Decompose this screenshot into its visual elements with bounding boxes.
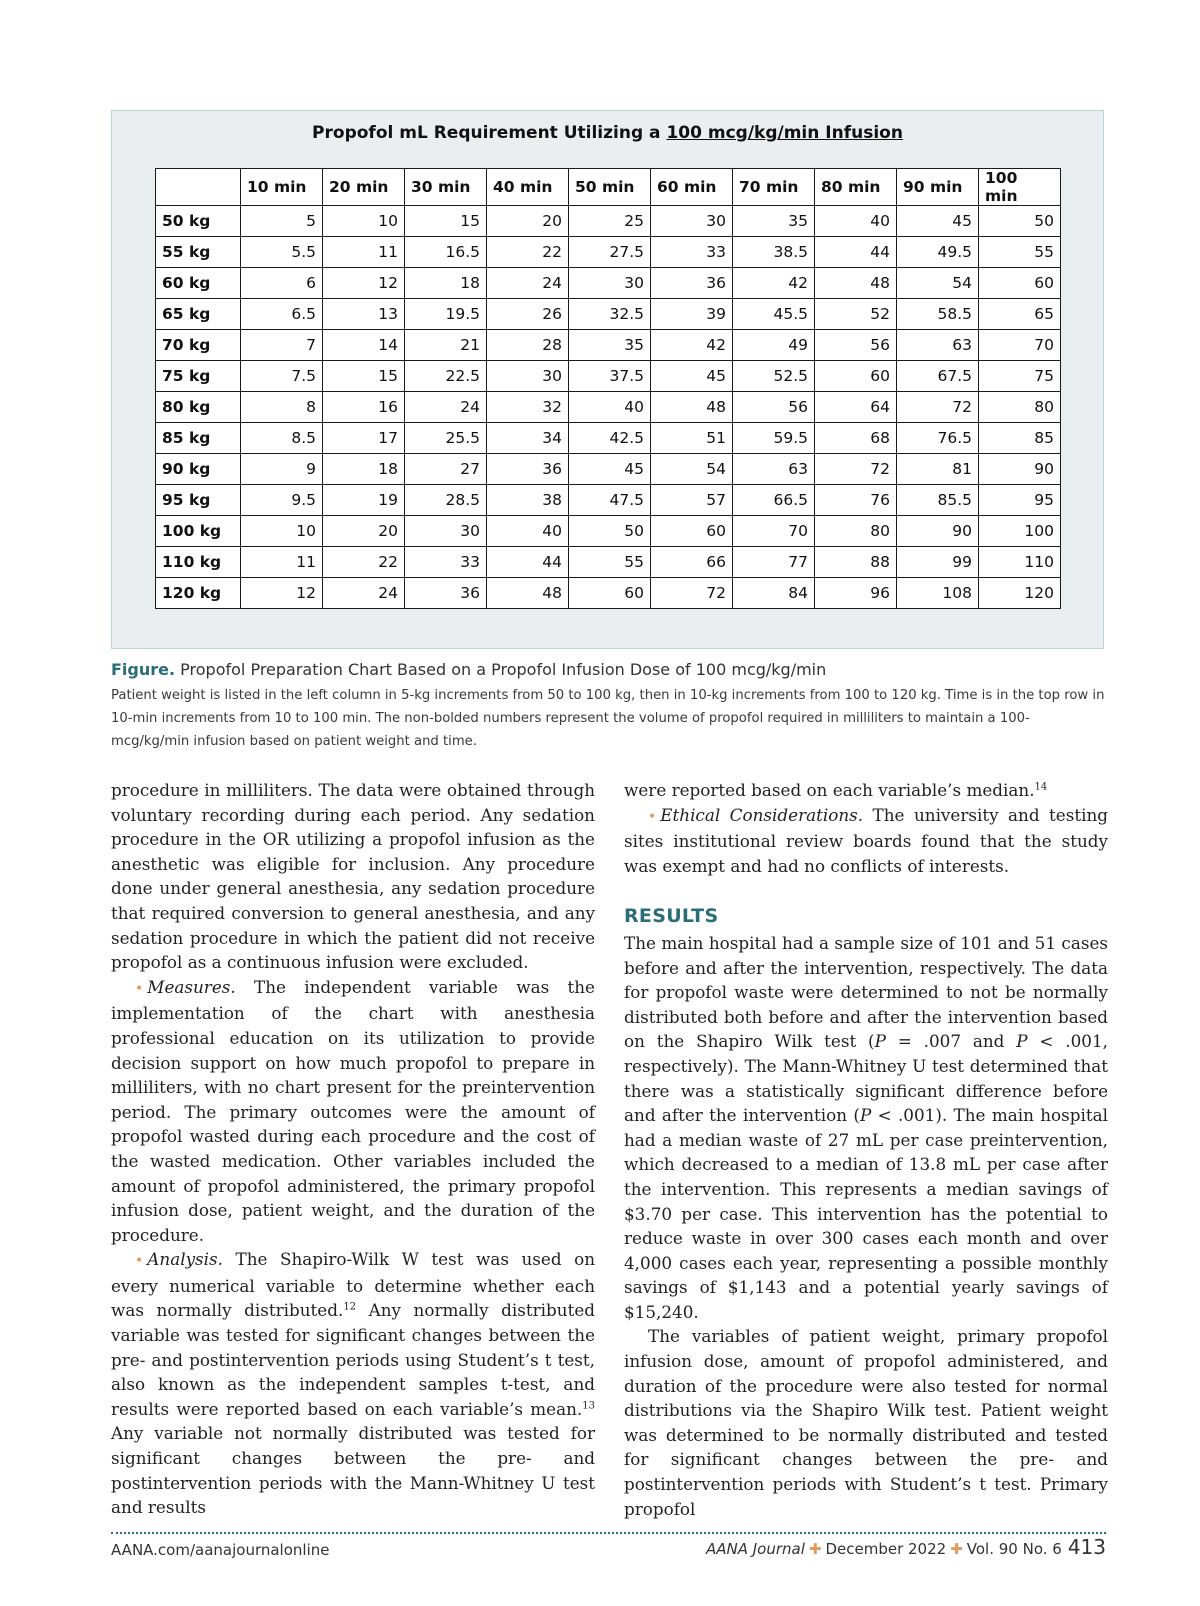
table-cell: 54 bbox=[897, 268, 979, 299]
table-cell: 30 bbox=[651, 206, 733, 237]
table-cell: 26 bbox=[487, 299, 569, 330]
analysis-text: Any normally distributed variable was tested for significant changes between the pre- and postintervention periods using Student’s t test, also known as the independent samples t-test, and results were reported based on each variable’s mean. bbox=[111, 1300, 595, 1419]
plus-icon: ✚ bbox=[950, 1540, 963, 1558]
p-value-symbol: P bbox=[859, 1105, 872, 1126]
table-cell: 8 bbox=[241, 392, 323, 423]
table-cell: 44 bbox=[487, 547, 569, 578]
table-cell: 27 bbox=[405, 454, 487, 485]
table-cell: 44 bbox=[815, 237, 897, 268]
table-cell: 65 bbox=[979, 299, 1061, 330]
caption-label: Figure. bbox=[111, 660, 176, 679]
table-cell: 40 bbox=[815, 206, 897, 237]
p-value-symbol: P bbox=[1016, 1031, 1028, 1052]
table-cell: 72 bbox=[651, 578, 733, 609]
table-cell: 54 bbox=[651, 454, 733, 485]
paragraph-measures bbox=[111, 975, 595, 1248]
table-cell: 39 bbox=[651, 299, 733, 330]
table-cell: 49.5 bbox=[897, 237, 979, 268]
results-text: < .001). The main hospital had a median waste of 27 mL per case preintervention, which decreased to a median of 13.8 mL per case after the intervention. This represents a median savings of $3.70 per case. This intervention has the potential to reduce waste in over 300 cases each month and over 4,000 cases each year, representing a possible monthly savings of $1,143 and a potential yearly savings of $15,240. bbox=[624, 1105, 1108, 1322]
table-header-row bbox=[156, 169, 1061, 206]
table-cell: 88 bbox=[815, 547, 897, 578]
table-cell: 50 bbox=[569, 516, 651, 547]
row-header-weight: 55 kg bbox=[156, 237, 241, 268]
table-cell: 60 bbox=[651, 516, 733, 547]
table-cell: 20 bbox=[323, 516, 405, 547]
caption-body: Patient weight is listed in the left column in 5-kg increments from 50 to 100 kg, then in 10-kg increments from 100 to 120 kg. Time is in the top row in 10-min increments from 10 to 100 min. The non-bolded numbers represent the volume of propofol required in milliliters to maintain a 100-mcg/kg/min infusion based on patient weight and time. bbox=[111, 688, 1105, 749]
table-cell: 55 bbox=[979, 237, 1061, 268]
results-text: The main hospital had a sample size of 101 and 51 cases before and after the intervention, respectively. The data for propofol waste were determined to not be normally distributed both before and after the intervention based on the Shapiro Wilk test ( bbox=[624, 932, 1108, 1052]
table-cell: 84 bbox=[733, 578, 815, 609]
table-cell: 25 bbox=[569, 206, 651, 237]
table-cell: 67.5 bbox=[897, 361, 979, 392]
results-text: = .007 and bbox=[885, 1031, 1017, 1052]
table-cell: 59.5 bbox=[733, 423, 815, 454]
table-cell: 22.5 bbox=[405, 361, 487, 392]
row-header-weight: 110 kg bbox=[156, 547, 241, 578]
right-text-column bbox=[624, 778, 1108, 1521]
results-heading: RESULTS bbox=[624, 905, 719, 928]
column-header: 50 min bbox=[569, 169, 651, 206]
table-cell: 50 bbox=[979, 206, 1061, 237]
table-cell: 76 bbox=[815, 485, 897, 516]
column-header: 20 min bbox=[323, 169, 405, 206]
table-cell: 35 bbox=[569, 330, 651, 361]
paragraph-procedure: procedure in milliliters. The data were obtained through voluntary recording during each period. Any sedation procedure in the OR utilizing a propofol infusion as the anesthetic was eligible for inclusion. Any procedure done under general anesthesia, any sedation procedure that required conversion to general anesthesia, and any sedation procedure in which the patient did not receive propofol as a continuous infusion were excluded. bbox=[111, 780, 595, 973]
table-cell: 24 bbox=[487, 268, 569, 299]
column-header: 10 min bbox=[241, 169, 323, 206]
table-row bbox=[156, 423, 1061, 454]
table-cell: 35 bbox=[733, 206, 815, 237]
table-cell: 36 bbox=[405, 578, 487, 609]
bullet-icon: • bbox=[135, 1253, 144, 1270]
table-cell: 45 bbox=[651, 361, 733, 392]
table-cell: 13 bbox=[323, 299, 405, 330]
table-row bbox=[156, 330, 1061, 361]
table-cell: 30 bbox=[487, 361, 569, 392]
figure-title-prefix: Propofol mL Requirement Utilizing a bbox=[312, 123, 667, 143]
bullet-icon: • bbox=[135, 980, 144, 997]
table-cell: 90 bbox=[979, 454, 1061, 485]
table-row bbox=[156, 547, 1061, 578]
table-cell: 28.5 bbox=[405, 485, 487, 516]
row-header-weight: 70 kg bbox=[156, 330, 241, 361]
footer-divider bbox=[111, 1532, 1106, 1534]
analysis-text: The Shapiro-Wilk W test was used on every numerical variable to determine whether each was normally distributed. bbox=[111, 1249, 595, 1321]
table-cell: 10 bbox=[323, 206, 405, 237]
column-header: 30 min bbox=[405, 169, 487, 206]
table-cell: 9.5 bbox=[241, 485, 323, 516]
analysis-text: Any variable not normally distributed was tested for significant changes between the pre- and postintervention periods with the Mann-Whitney U test and results bbox=[111, 1423, 595, 1518]
table-cell: 108 bbox=[897, 578, 979, 609]
paragraph-ethical bbox=[624, 803, 1108, 879]
table-row bbox=[156, 206, 1061, 237]
table-cell: 52.5 bbox=[733, 361, 815, 392]
table-cell: 64 bbox=[815, 392, 897, 423]
table-cell: 100 bbox=[979, 516, 1061, 547]
table-cell: 38.5 bbox=[733, 237, 815, 268]
table-cell: 19.5 bbox=[405, 299, 487, 330]
table-cell: 12 bbox=[241, 578, 323, 609]
table-cell: 95 bbox=[979, 485, 1061, 516]
table-cell: 16.5 bbox=[405, 237, 487, 268]
column-header: 70 min bbox=[733, 169, 815, 206]
table-cell: 70 bbox=[733, 516, 815, 547]
table-cell: 40 bbox=[487, 516, 569, 547]
row-header-weight: 85 kg bbox=[156, 423, 241, 454]
table-cell: 34 bbox=[487, 423, 569, 454]
measures-label: Measures. bbox=[147, 976, 236, 997]
column-header: 40 min bbox=[487, 169, 569, 206]
table-cell: 28 bbox=[487, 330, 569, 361]
table-cell: 42 bbox=[651, 330, 733, 361]
column-header: 60 min bbox=[651, 169, 733, 206]
table-cell: 80 bbox=[815, 516, 897, 547]
row-header-weight: 75 kg bbox=[156, 361, 241, 392]
table-row bbox=[156, 516, 1061, 547]
table-cell: 63 bbox=[897, 330, 979, 361]
table-cell: 15 bbox=[323, 361, 405, 392]
table-cell: 12 bbox=[323, 268, 405, 299]
table-cell: 60 bbox=[979, 268, 1061, 299]
measures-text: The independent variable was the implementation of the chart with anesthesia professional education on its utilization to provide decision support on how much propofol to prepare in milliliters, with no chart present for the preintervention period. The primary outcomes were the amount of propofol wasted during each procedure and the cost of the wasted medication. Other variables included the amount of propofol administered, the primary propofol infusion dose, patient weight, and the duration of the procedure. bbox=[111, 976, 595, 1245]
table-cell: 11 bbox=[241, 547, 323, 578]
table-cell: 10 bbox=[241, 516, 323, 547]
table-cell: 60 bbox=[569, 578, 651, 609]
ethical-label: Ethical Considerations. bbox=[660, 804, 864, 825]
table-cell: 36 bbox=[651, 268, 733, 299]
footer-volume: Vol. 90 No. 6 bbox=[966, 1540, 1062, 1558]
footer-journal: AANA Journal bbox=[705, 1540, 805, 1558]
table-cell: 72 bbox=[815, 454, 897, 485]
table-cell: 42.5 bbox=[569, 423, 651, 454]
table-cell: 45.5 bbox=[733, 299, 815, 330]
table-cell: 25.5 bbox=[405, 423, 487, 454]
figure-title bbox=[112, 123, 1103, 143]
median-text: were reported based on each variable’s median. bbox=[624, 780, 1035, 800]
table-cell: 63 bbox=[733, 454, 815, 485]
table-cell: 38 bbox=[487, 485, 569, 516]
table-row bbox=[156, 392, 1061, 423]
table-cell: 58.5 bbox=[897, 299, 979, 330]
table-cell: 76.5 bbox=[897, 423, 979, 454]
table-cell: 120 bbox=[979, 578, 1061, 609]
table-cell: 9 bbox=[241, 454, 323, 485]
table-cell: 36 bbox=[487, 454, 569, 485]
table-cell: 27.5 bbox=[569, 237, 651, 268]
figure-caption bbox=[111, 660, 1106, 753]
table-cell: 22 bbox=[487, 237, 569, 268]
paragraph-analysis bbox=[111, 1247, 595, 1520]
table-row bbox=[156, 361, 1061, 392]
table-cell: 52 bbox=[815, 299, 897, 330]
table-cell: 66.5 bbox=[733, 485, 815, 516]
table-corner-cell bbox=[156, 169, 241, 206]
footer-citation bbox=[706, 1535, 1106, 1559]
table-cell: 19 bbox=[323, 485, 405, 516]
table-cell: 81 bbox=[897, 454, 979, 485]
bullet-icon: • bbox=[648, 808, 657, 825]
caption-title: Propofol Preparation Chart Based on a Propofol Infusion Dose of 100 mcg/kg/min bbox=[180, 660, 827, 679]
analysis-label: Analysis. bbox=[147, 1249, 223, 1270]
table-cell: 80 bbox=[979, 392, 1061, 423]
row-header-weight: 90 kg bbox=[156, 454, 241, 485]
row-header-weight: 65 kg bbox=[156, 299, 241, 330]
table-cell: 60 bbox=[815, 361, 897, 392]
table-cell: 6.5 bbox=[241, 299, 323, 330]
table-cell: 37.5 bbox=[569, 361, 651, 392]
table-cell: 70 bbox=[979, 330, 1061, 361]
table-cell: 30 bbox=[569, 268, 651, 299]
paragraph-results-1 bbox=[624, 931, 1108, 1325]
table-cell: 45 bbox=[897, 206, 979, 237]
table-cell: 49 bbox=[733, 330, 815, 361]
figure-title-underlined: 100 mcg/kg/min Infusion bbox=[666, 123, 903, 143]
table-cell: 48 bbox=[815, 268, 897, 299]
table-cell: 17 bbox=[323, 423, 405, 454]
column-header: 90 min bbox=[897, 169, 979, 206]
table-cell: 16 bbox=[323, 392, 405, 423]
table-cell: 85.5 bbox=[897, 485, 979, 516]
footer-url: AANA.com/aanajournalonline bbox=[111, 1541, 330, 1559]
table-row bbox=[156, 578, 1061, 609]
table-cell: 7 bbox=[241, 330, 323, 361]
table-cell: 48 bbox=[487, 578, 569, 609]
table-cell: 11 bbox=[323, 237, 405, 268]
table-cell: 21 bbox=[405, 330, 487, 361]
reference-13: 13 bbox=[582, 1400, 595, 1412]
table-cell: 20 bbox=[487, 206, 569, 237]
table-cell: 22 bbox=[323, 547, 405, 578]
row-header-weight: 95 kg bbox=[156, 485, 241, 516]
table-row bbox=[156, 299, 1061, 330]
column-header: 80 min bbox=[815, 169, 897, 206]
table-cell: 77 bbox=[733, 547, 815, 578]
row-header-weight: 100 kg bbox=[156, 516, 241, 547]
table-cell: 5.5 bbox=[241, 237, 323, 268]
table-cell: 30 bbox=[405, 516, 487, 547]
table-cell: 68 bbox=[815, 423, 897, 454]
table-cell: 85 bbox=[979, 423, 1061, 454]
table-cell: 47.5 bbox=[569, 485, 651, 516]
ethical-text: The university and testing sites institutional review boards found that the study was exempt and had no conflicts of interests. bbox=[624, 804, 1109, 876]
table-cell: 110 bbox=[979, 547, 1061, 578]
table-cell: 66 bbox=[651, 547, 733, 578]
table-row bbox=[156, 237, 1061, 268]
table-cell: 48 bbox=[651, 392, 733, 423]
table-cell: 56 bbox=[815, 330, 897, 361]
table-cell: 40 bbox=[569, 392, 651, 423]
row-header-weight: 50 kg bbox=[156, 206, 241, 237]
table-cell: 90 bbox=[897, 516, 979, 547]
reference-14: 14 bbox=[1034, 781, 1048, 793]
table-cell: 15 bbox=[405, 206, 487, 237]
table-row bbox=[156, 268, 1061, 299]
table-cell: 24 bbox=[323, 578, 405, 609]
results-text: < .001, respectively). The Mann-Whitney U test determined that there was a statistically significant difference before and after the intervention ( bbox=[624, 1031, 1108, 1126]
table-cell: 6 bbox=[241, 268, 323, 299]
table-cell: 99 bbox=[897, 547, 979, 578]
reference-12: 12 bbox=[343, 1301, 357, 1313]
p-value-symbol: P bbox=[874, 1031, 886, 1052]
table-cell: 8.5 bbox=[241, 423, 323, 454]
table-cell: 24 bbox=[405, 392, 487, 423]
row-header-weight: 60 kg bbox=[156, 268, 241, 299]
page-number: 413 bbox=[1067, 1535, 1106, 1559]
propofol-requirement-table bbox=[155, 168, 1061, 609]
paragraph-median bbox=[624, 778, 1108, 803]
table-cell: 42 bbox=[733, 268, 815, 299]
table-cell: 5 bbox=[241, 206, 323, 237]
table-cell: 18 bbox=[323, 454, 405, 485]
footer-date: December 2022 bbox=[825, 1540, 947, 1558]
table-cell: 96 bbox=[815, 578, 897, 609]
plus-icon: ✚ bbox=[808, 1540, 822, 1558]
figure-panel bbox=[111, 110, 1104, 649]
table-cell: 32 bbox=[487, 392, 569, 423]
table-cell: 57 bbox=[651, 485, 733, 516]
table-cell: 32.5 bbox=[569, 299, 651, 330]
table-cell: 56 bbox=[733, 392, 815, 423]
table-cell: 7.5 bbox=[241, 361, 323, 392]
table-cell: 33 bbox=[405, 547, 487, 578]
table-cell: 45 bbox=[569, 454, 651, 485]
row-header-weight: 120 kg bbox=[156, 578, 241, 609]
table-cell: 72 bbox=[897, 392, 979, 423]
row-header-weight: 80 kg bbox=[156, 392, 241, 423]
table-row bbox=[156, 485, 1061, 516]
left-text-column bbox=[111, 778, 595, 1520]
table-cell: 75 bbox=[979, 361, 1061, 392]
table-cell: 33 bbox=[651, 237, 733, 268]
table-row bbox=[156, 454, 1061, 485]
table-cell: 14 bbox=[323, 330, 405, 361]
paragraph-results-2: The variables of patient weight, primary propofol infusion dose, amount of propofol administered, and duration of the procedure were also tested for normal distributions via the Shapiro Wilk test. Patient weight was determined to be normally distributed and tested for significant changes between the pre- and postintervention periods with Student’s t test. Primary propofol bbox=[624, 1326, 1108, 1519]
table-cell: 18 bbox=[405, 268, 487, 299]
column-header: 100 min bbox=[979, 169, 1061, 206]
table-cell: 55 bbox=[569, 547, 651, 578]
table-cell: 51 bbox=[651, 423, 733, 454]
